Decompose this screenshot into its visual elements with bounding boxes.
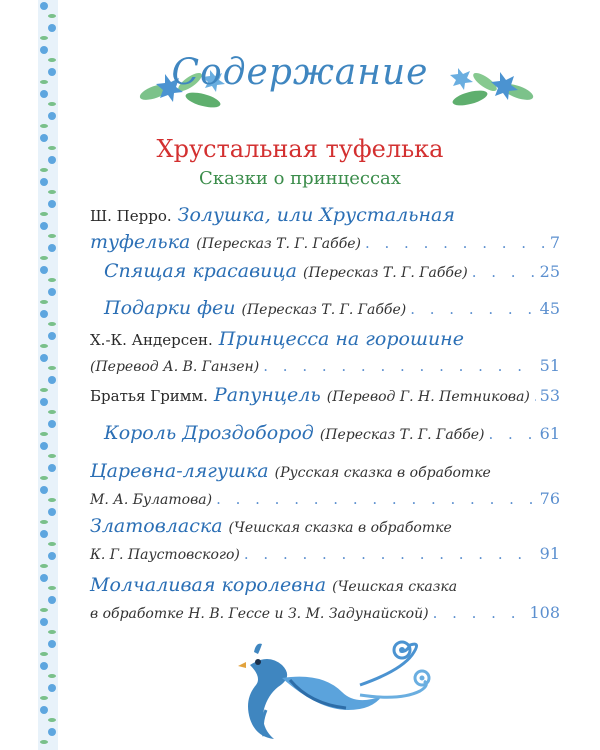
border-leaf: [48, 410, 56, 414]
border-flower: [48, 508, 56, 516]
entry-note: (Пересказ Т. Г. Габбе): [319, 427, 485, 443]
border-leaf: [40, 696, 48, 700]
entry-note: (Русская сказка в обработке: [274, 465, 491, 481]
border-leaf: [40, 36, 48, 40]
border-leaf: [48, 718, 56, 722]
border-leaf: [40, 740, 48, 744]
entry-author: Братья Гримм.: [90, 387, 208, 405]
leader-dots: [263, 353, 535, 379]
border-flower: [48, 376, 56, 384]
entry-note: (Перевод Г. Н. Петникова): [326, 389, 530, 405]
entry-story: Подарки феи: [104, 297, 236, 319]
border-flower: [48, 640, 56, 648]
toc-entry[interactable]: [90, 572, 560, 627]
border-flower: [48, 552, 56, 560]
entry-page: 53: [539, 386, 560, 405]
toc-entry[interactable]: [90, 258, 560, 286]
entry-page: 45: [539, 299, 560, 318]
entry-note: (Перевод А. В. Ганзен): [90, 359, 260, 375]
border-leaf: [48, 102, 56, 106]
toc-entry[interactable]: [90, 295, 560, 323]
book-title: Хрустальная туфелька: [156, 135, 444, 163]
border-leaf: [48, 278, 56, 282]
border-leaf: [48, 542, 56, 546]
border-leaf: [48, 190, 56, 194]
border-leaf: [48, 366, 56, 370]
border-flower: [48, 200, 56, 208]
border-flower: [40, 662, 48, 670]
border-flower: [40, 442, 48, 450]
toc-entry[interactable]: [90, 326, 560, 380]
border-flower: [48, 112, 56, 120]
entry-story: Золушка, или Хрустальная: [177, 204, 455, 226]
leader-dots: [489, 421, 536, 447]
leader-dots: [410, 296, 535, 322]
entry-author: Ш. Перро.: [90, 207, 172, 225]
border-leaf: [40, 256, 48, 260]
border-leaf: [40, 476, 48, 480]
border-flower: [48, 596, 56, 604]
border-leaf: [40, 608, 48, 612]
entry-note-continued: в обработке Н. В. Гессе и З. М. Задунайской): [90, 606, 429, 622]
toc-entry[interactable]: [90, 458, 560, 513]
border-leaf: [48, 586, 56, 590]
border-leaf: [40, 300, 48, 304]
entry-story: Молчаливая королевна: [90, 574, 327, 596]
border-flower: [40, 574, 48, 582]
border-leaf: [48, 234, 56, 238]
border-leaf: [40, 520, 48, 524]
border-leaf: [48, 498, 56, 502]
entry-page: 91: [539, 544, 560, 563]
entry-story: Принцесса на горошине: [218, 328, 464, 350]
entry-story-continued: туфелька: [90, 231, 191, 253]
entry-note: (Пересказ Т. Г. Габбе): [241, 302, 407, 318]
floral-border-strip: [38, 0, 58, 750]
border-leaf: [40, 344, 48, 348]
border-leaf: [40, 388, 48, 392]
entry-author: Х.-К. Андерсен.: [90, 331, 213, 349]
toc-entry[interactable]: [90, 513, 560, 568]
border-flower: [40, 266, 48, 274]
border-leaf: [40, 652, 48, 656]
leader-dots: [244, 541, 536, 567]
entry-story: Рапунцель: [213, 384, 321, 406]
entry-page: 25: [539, 262, 560, 281]
toc-entry[interactable]: [90, 202, 560, 257]
border-leaf: [40, 124, 48, 128]
toc-entry[interactable]: [90, 420, 560, 448]
entry-page: 61: [539, 424, 560, 443]
entry-note: (Чешская сказка в обработке: [228, 520, 452, 536]
bird-illustration-icon: [230, 640, 440, 745]
entry-note: (Пересказ Т. Г. Габбе): [196, 236, 361, 252]
entry-story: Король Дроздобород: [104, 422, 314, 444]
entry-story: Златовласка: [90, 515, 223, 537]
border-leaf: [40, 432, 48, 436]
border-flower: [40, 530, 48, 538]
border-flower: [48, 24, 56, 32]
border-flower: [40, 706, 48, 714]
border-flower: [48, 728, 56, 736]
border-leaf: [48, 14, 56, 18]
border-flower: [40, 2, 48, 10]
border-leaf: [40, 212, 48, 216]
entry-page: 7: [549, 233, 560, 252]
leader-dots: [472, 259, 536, 285]
entry-page: 76: [539, 489, 560, 508]
leader-dots: [534, 383, 536, 409]
border-flower: [40, 354, 48, 362]
border-flower: [40, 618, 48, 626]
border-leaf: [48, 454, 56, 458]
entry-note: (Чешская сказка: [332, 579, 458, 595]
leader-dots: [433, 600, 526, 626]
book-subtitle: Сказки о принцессах: [199, 168, 401, 189]
border-flower: [40, 310, 48, 318]
entry-page: 108: [529, 603, 560, 622]
page-title: Содержание: [171, 52, 429, 93]
border-flower: [48, 244, 56, 252]
border-flower: [48, 420, 56, 428]
border-leaf: [48, 322, 56, 326]
border-leaf: [40, 564, 48, 568]
leader-dots: [216, 486, 536, 512]
border-flower: [40, 486, 48, 494]
entry-story: Спящая красавица: [104, 260, 298, 282]
border-flower: [48, 684, 56, 692]
border-flower: [48, 288, 56, 296]
border-flower: [48, 464, 56, 472]
entry-note: (Пересказ Т. Г. Габбе): [303, 265, 468, 281]
border-flower: [40, 222, 48, 230]
border-leaf: [48, 674, 56, 678]
entry-note-continued: К. Г. Паустовского): [90, 547, 240, 563]
entry-page: 51: [539, 356, 560, 375]
toc-entry[interactable]: [90, 382, 560, 410]
border-flower: [48, 332, 56, 340]
entry-story: Царевна-лягушка: [90, 460, 269, 482]
border-leaf: [48, 630, 56, 634]
leader-dots: [365, 230, 546, 256]
border-flower: [40, 398, 48, 406]
entry-note-continued: М. А. Булатова): [90, 492, 213, 508]
